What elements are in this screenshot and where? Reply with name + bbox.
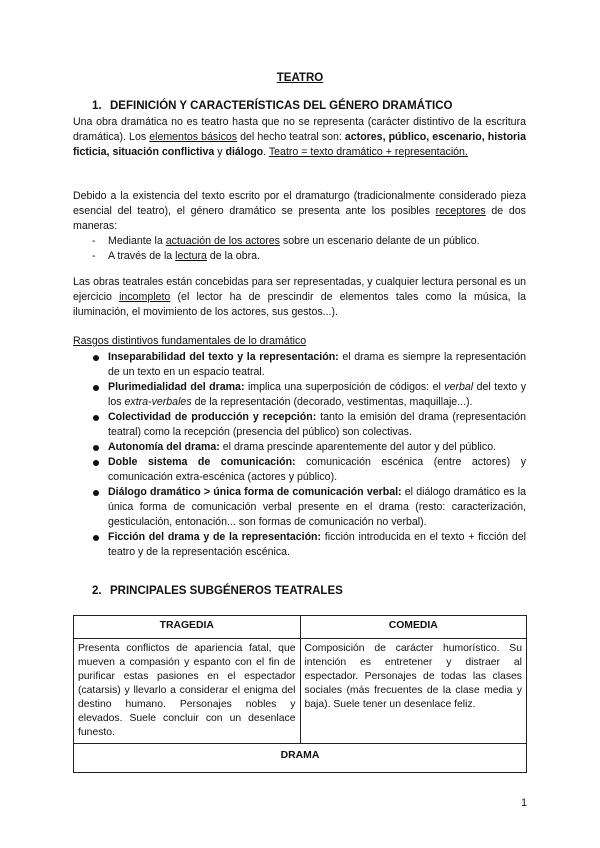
section-1-heading bbox=[92, 100, 452, 112]
text: ficción introducida en el texto + ficción del teatro y de la representación escénica. bbox=[108, 531, 526, 558]
table-header-tragedia: TRAGEDIA bbox=[74, 616, 301, 639]
underlined-text: actuación de los actores bbox=[165, 235, 280, 247]
text: Debido a la existencia del texto escrito por el dramaturgo (tradicionalmente considerado pieza esencial del teatro), el género dramático se presenta ante los posibles bbox=[73, 190, 526, 217]
text: el diálogo dramático es la única forma de comunicación verbal presente en el drama (resto: caracterización, gesticulación, entonación... son formas de comunicación no verbal). bbox=[108, 486, 526, 528]
section-2-heading bbox=[92, 585, 343, 597]
text: de la obra. bbox=[206, 250, 260, 262]
page-number: 1 bbox=[521, 797, 527, 809]
text: del texto y los bbox=[108, 381, 526, 408]
bold-text: Ficción del drama y de la representación: bbox=[108, 531, 322, 543]
list-item bbox=[92, 410, 526, 440]
section-1-title: DEFINICIÓN Y CARACTERÍSTICAS DEL GÉNERO DRAMÁTICO bbox=[110, 100, 453, 112]
paragraph-lectura bbox=[73, 275, 526, 320]
underlined-text: incompleto bbox=[119, 291, 171, 303]
text: tanto la emisión del drama (representación teatral) como la recepción (presencia del público) son colectivas. bbox=[108, 411, 526, 438]
list-item bbox=[92, 249, 522, 264]
bold-text: actores, público, escenario, historia ficticia, situación conflictiva bbox=[73, 131, 527, 158]
text: . bbox=[263, 146, 269, 158]
text: sobre un escenario delante de un público. bbox=[279, 235, 480, 247]
bold-text: diálogo bbox=[225, 146, 264, 158]
text: Una obra dramática no es teatro hasta que no se representa (carácter distintivo de la escritura dramática). Los bbox=[73, 116, 526, 143]
text: Mediante la bbox=[108, 235, 166, 247]
bold-text: Diálogo dramático > única forma de comunicación verbal: bbox=[108, 486, 402, 498]
bold-text: Colectividad de producción y recepción: bbox=[108, 411, 317, 423]
italic-text: verbal bbox=[444, 381, 474, 393]
table-row bbox=[74, 744, 527, 773]
list-item bbox=[92, 530, 526, 560]
underlined-text: elementos básicos bbox=[149, 131, 238, 143]
section-2-title: PRINCIPALES SUBGÉNEROS TEATRALES bbox=[110, 585, 343, 597]
bold-text: Autonomía del drama: bbox=[108, 441, 220, 453]
bold-text: Plurimedialidad del drama: bbox=[108, 381, 245, 393]
table-header-row bbox=[74, 616, 527, 639]
bold-text: Doble sistema de comunicación: bbox=[108, 456, 296, 468]
rasgos-heading: Rasgos distintivos fundamentales de lo dramático bbox=[73, 335, 307, 347]
paragraph-receptores bbox=[73, 189, 526, 234]
bold-text: Inseparabilidad del texto y la representación: bbox=[108, 351, 339, 363]
list-item bbox=[92, 350, 526, 380]
text: comunicación escénica (entre actores) y comunicación extra-escénica (actores y público). bbox=[108, 456, 526, 483]
subgeneros-table bbox=[73, 615, 527, 773]
table-header-comedia: COMEDIA bbox=[300, 616, 527, 639]
table-row bbox=[74, 639, 527, 744]
text: del hecho teatral son: bbox=[237, 131, 345, 143]
tragedia-cell: Presenta conflictos de apariencia fatal, que mueven a compasión y espanto con el fin de purificar estas pasiones en el espectador (catarsis) y llevarlo a considerar el enigma del destino humano. Personajes nobles y elevados. Suele concluir con un desenlace funesto. bbox=[74, 639, 301, 744]
list-item bbox=[92, 485, 526, 530]
underlined-text: Teatro = texto dramático + representación. bbox=[268, 146, 468, 158]
underlined-text: lectura bbox=[175, 250, 207, 262]
section-1-number: 1. bbox=[92, 100, 102, 112]
paragraph-definition bbox=[73, 115, 526, 160]
text: de dos maneras: bbox=[73, 205, 526, 232]
text: Las obras teatrales están concebidas para ser representadas, y cualquier lectura personal es un ejercicio bbox=[73, 276, 526, 303]
section-2-number: 2. bbox=[92, 585, 102, 597]
comedia-cell: Composición de carácter humorístico. Su intención es entretener y distraer al espectador. Personajes de todas las clases sociales (más frecuentes de la clase media y baja). Suele tener un desenlace feliz. bbox=[300, 639, 527, 744]
document-title: TEATRO bbox=[276, 72, 324, 84]
text: el drama prescinde aparentemente del autor y del público. bbox=[219, 441, 497, 453]
list-item bbox=[92, 455, 526, 485]
text: A través de la bbox=[108, 250, 176, 262]
text: el drama es siempre la representación de un texto en un espacio teatral. bbox=[108, 351, 527, 378]
list-item bbox=[92, 234, 522, 249]
underlined-text: receptores bbox=[435, 205, 486, 217]
list-item bbox=[92, 380, 526, 410]
dash-list bbox=[92, 234, 522, 264]
text: (el lector ha de prescindir de elementos tales como la música, la iluminación, el movimiento de los actores, sus gestos...). bbox=[73, 291, 526, 318]
text: implica una superposición de códigos: el bbox=[244, 381, 445, 393]
italic-text: extra-verbales bbox=[124, 396, 192, 408]
text: y bbox=[214, 146, 226, 158]
text: de la representación (decorado, vestimentas, maquillaje...). bbox=[191, 396, 473, 408]
list-item bbox=[92, 440, 526, 455]
rasgos-list bbox=[92, 350, 526, 560]
table-header-drama: DRAMA bbox=[74, 744, 527, 773]
